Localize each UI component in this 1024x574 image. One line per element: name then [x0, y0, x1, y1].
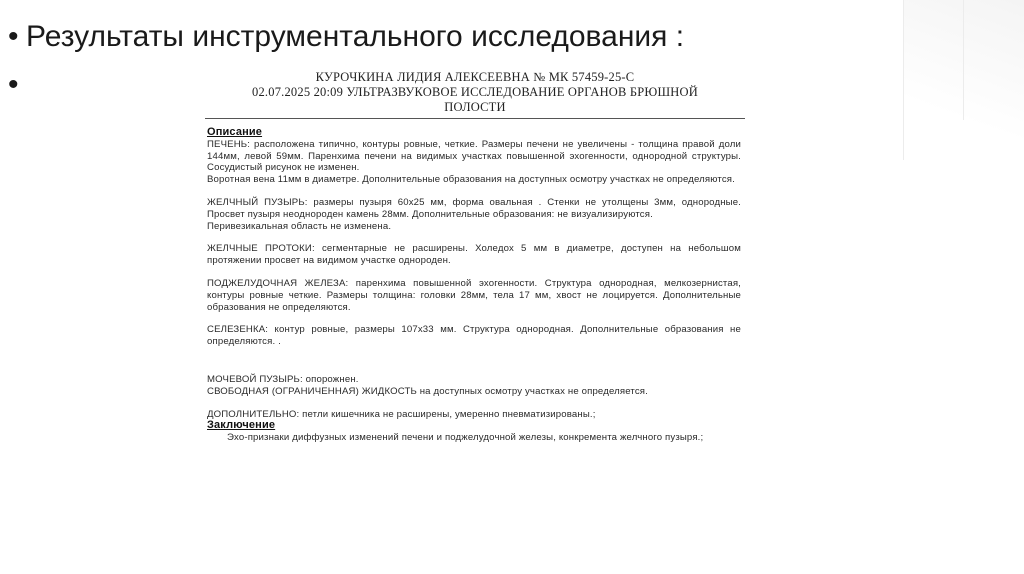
pancreas-paragraph: ПОДЖЕЛУДОЧНАЯ ЖЕЛЕЗА: паренхима повышенной эхогенности. Структура однородная, мелкозернистая, контуры ровные четкие. Размеры толщина: головки 28мм, тела 17 мм, хвост не лоцируется. Дополнительные образования не определяются. [207, 277, 741, 313]
conclusion-paragraph: Эхо-признаки диффузных изменений печени и поджелудочной железы, конкремента желчного пузыря.; [227, 432, 704, 444]
free-fluid-paragraph: СВОБОДНАЯ (ОГРАНИЧЕННАЯ) ЖИДКОСТЬ на доступных осмотру участках не определяется. [207, 385, 648, 397]
additional-paragraph: ДОПОЛНИТЕЛЬНО: петли кишечника не расширены, умеренно пневматизированы.; [207, 408, 596, 420]
bullet-dot: • [8, 68, 19, 101]
section-description-title: Описание [207, 126, 263, 138]
perivesical-paragraph: Перивезикальная область не изменена. [207, 220, 392, 232]
portal-vein-paragraph: Воротная вена 11мм в диаметре. Дополнительные образования на доступных осмотру участках не определяются. [207, 174, 735, 186]
report-scan [195, 70, 755, 570]
section-conclusion-title: Заключение [207, 419, 276, 432]
empty-bullet [8, 70, 26, 100]
gallbladder-paragraph: ЖЕЛЧНЫЙ ПУЗЫРЬ: размеры пузыря 60х25 мм, форма овальная . Стенки не утолщены 3мм, однородные. Просвет пузыря неоднороден камень 28мм. Дополнительные образования: не визуализируются. [207, 196, 741, 220]
exam-line-cont: ПОЛОСТИ [444, 100, 506, 114]
spleen-paragraph: СЕЛЕЗЕНКА: контур ровные, размеры 107х33 мм. Структура однородная. Дополнительные образования не определяются. . [207, 324, 741, 348]
exam-line: 02.07.2025 20:09 УЛЬТРАЗВУКОВОЕ ИССЛЕДОВАНИЕ ОРГАНОВ БРЮШНОЙ [252, 85, 698, 99]
bladder-paragraph: МОЧЕВОЙ ПУЗЫРЬ: опорожнен. [207, 373, 359, 385]
header-divider [205, 118, 745, 119]
corner-decoration-line [963, 0, 964, 120]
report-header [195, 70, 755, 115]
slide-title-text: Результаты инструментального исследования : [26, 20, 685, 53]
report-body [207, 127, 741, 444]
slide-title [8, 22, 684, 52]
bullet-dot: • [8, 20, 19, 53]
liver-paragraph: ПЕЧЕНЬ: расположена типично, контуры ровные, четкие. Размеры печени не увеличены - толщина правой доли 144мм, левой 59мм. Паренхима печени на видимых участках повышенной эхогенности, однородной структуры. Сосудистый рисунок не изменен. [207, 138, 741, 174]
bile-ducts-paragraph: ЖЕЛЧНЫЕ ПРОТОКИ: сегментарные не расширены. Холедох 5 мм в диаметре, доступен на небольшом протяжении просвет на видимом участке однороден. [207, 243, 741, 267]
patient-line: КУРОЧКИНА ЛИДИЯ АЛЕКСЕЕВНА № МК 57459-25-С [315, 70, 635, 84]
